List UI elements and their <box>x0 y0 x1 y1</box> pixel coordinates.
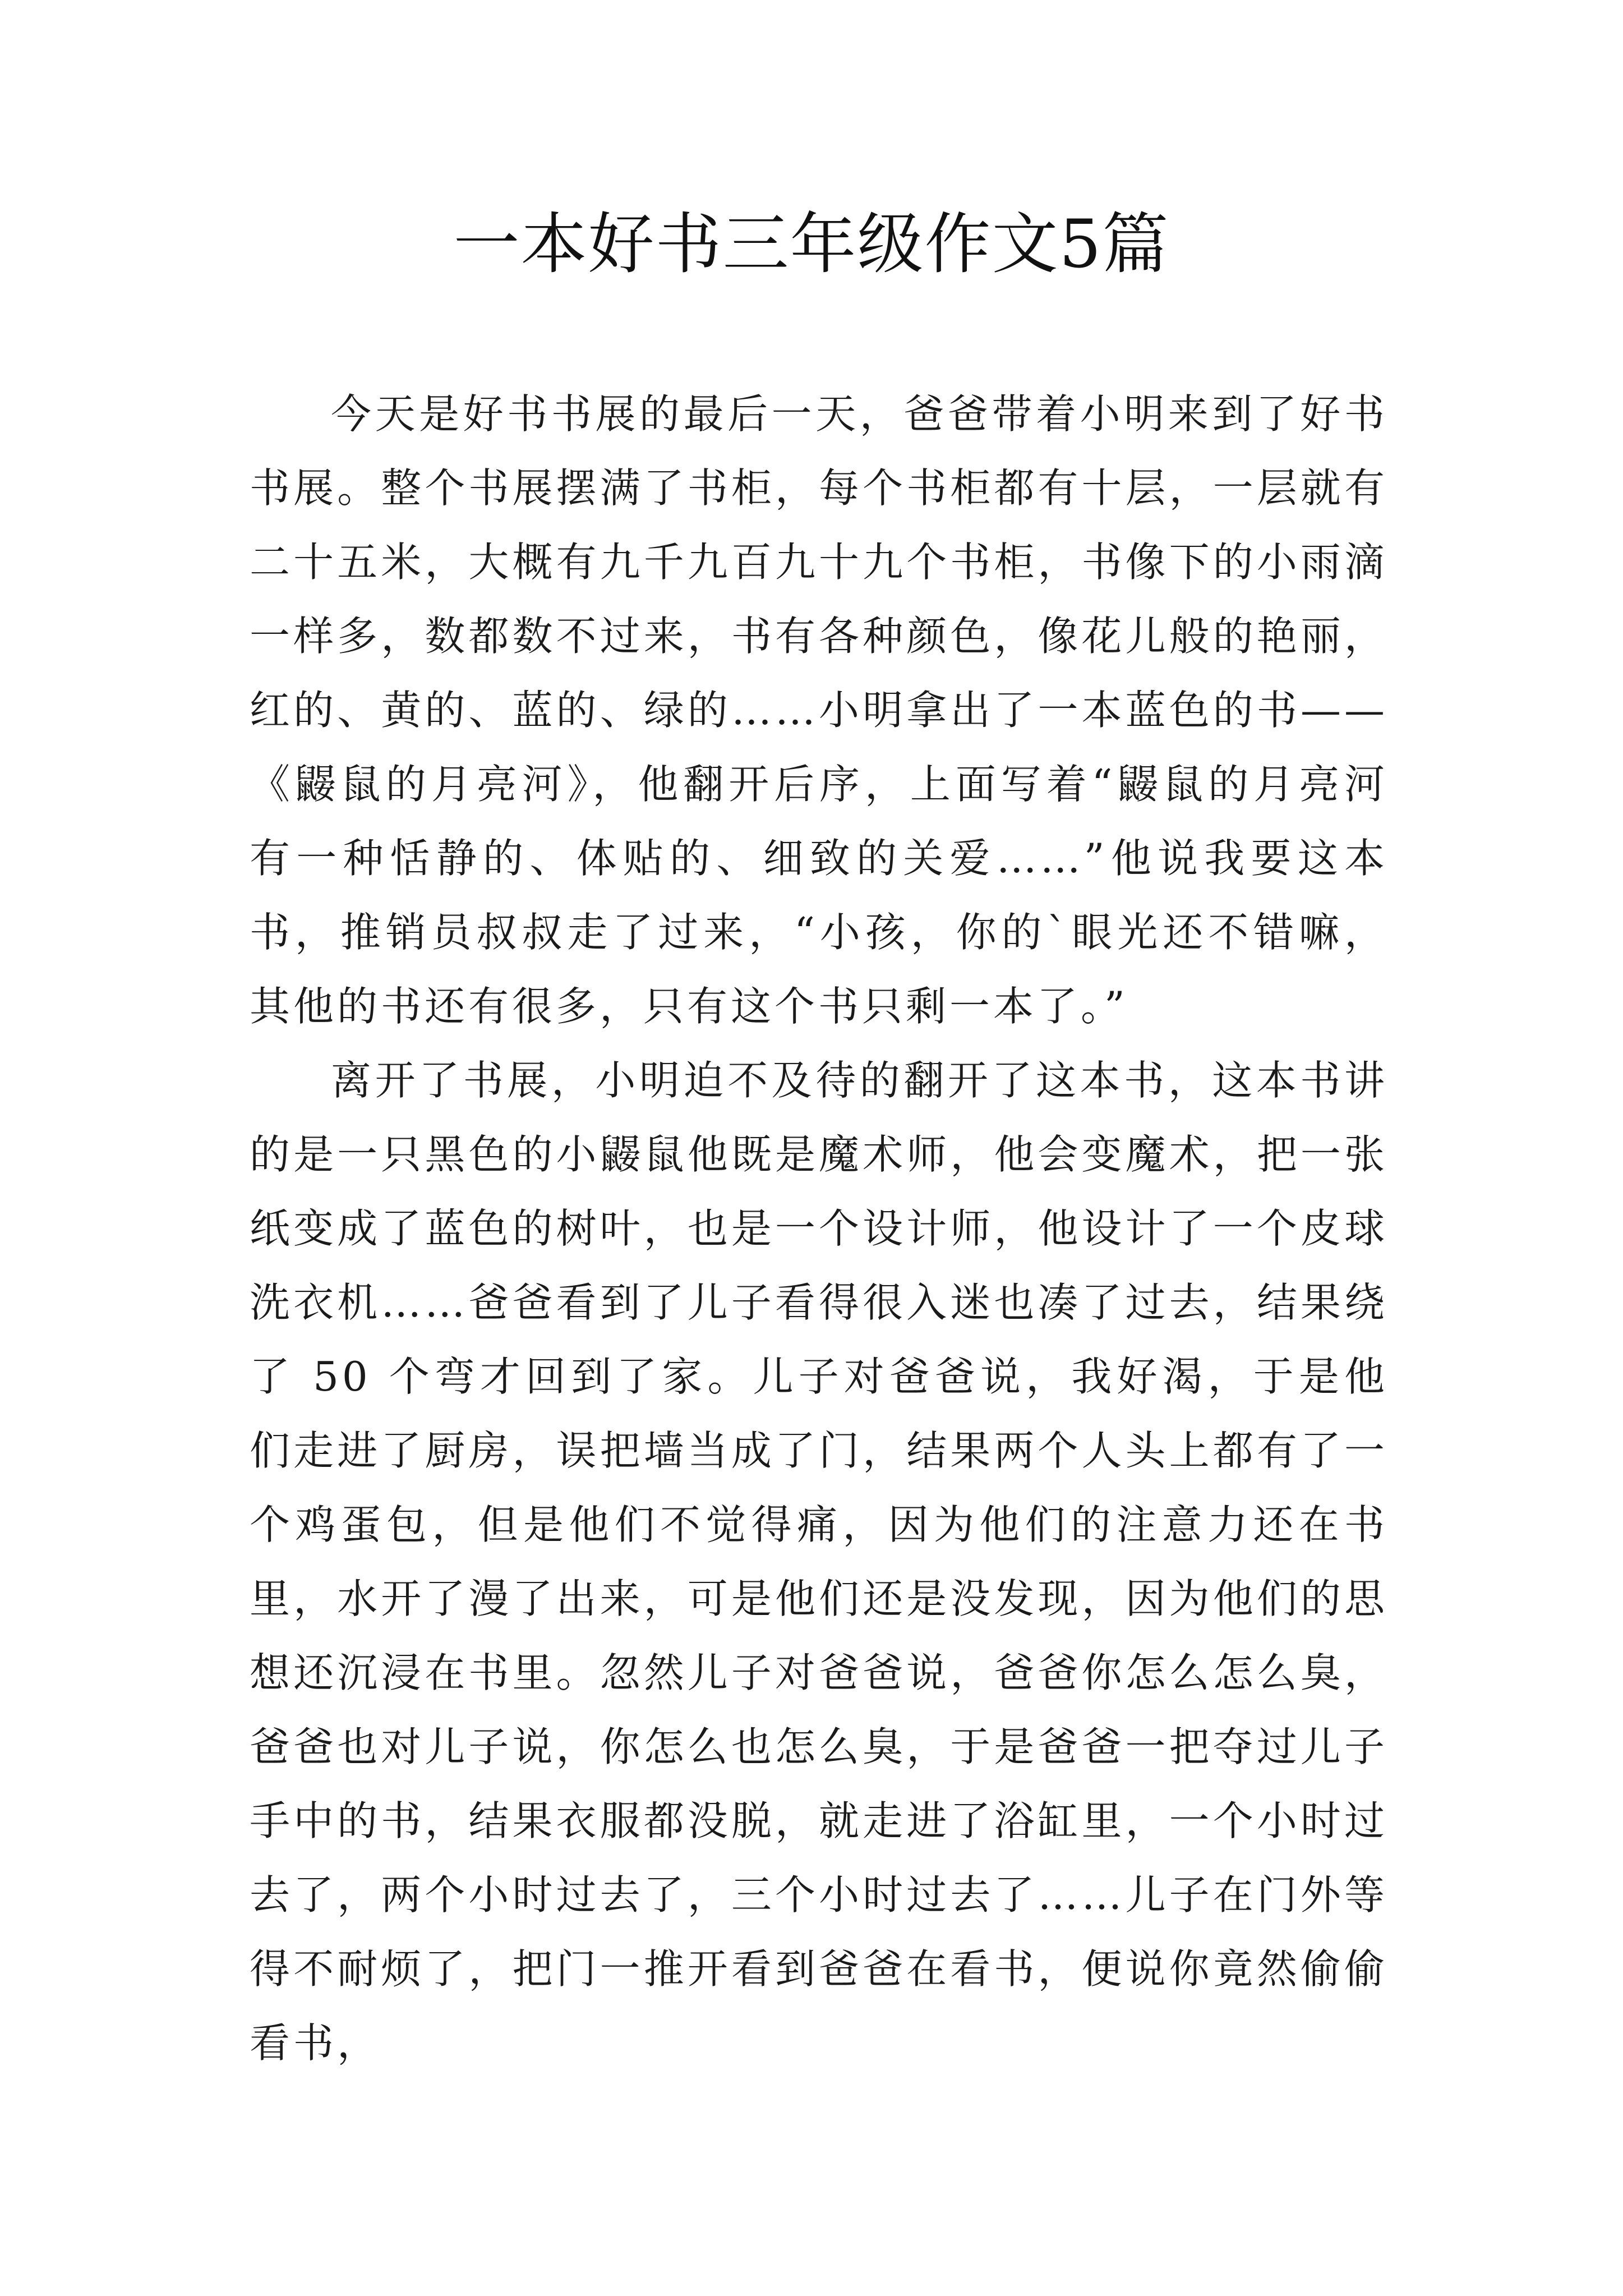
document-body <box>250 377 1388 2080</box>
document-title: 一本好书三年级作文5篇 <box>453 205 1170 283</box>
paragraph-2: 离开了书展，小明迫不及待的翻开了这本书，这本书讲的是一只黑色的小鼹鼠他既是魔术师，他会变魔术，把一张纸变成了蓝色的树叶，也是一个设计师，他设计了一个皮球洗衣机……爸爸看到了儿子看得很入迷也凑了过去，结果绕了 50 个弯才回到了家。儿子对爸爸说，我好渴，于是他们走进了厨房，误把墙当成了门，结果两个人头上都有了一个鸡蛋包，但是他们不觉得痛，因为他们的注意力还在书里，水开了漫了出来，可是他们还是没发现，因为他们的思想还沉浸在书里。忽然儿子对爸爸说，爸爸你怎么怎么臭，爸爸也对儿子说，你怎么也怎么臭，于是爸爸一把夺过儿子手中的书，结果衣服都没脱，就走进了浴缸里，一个小时过去了，两个小时过去了，三个小时过去了……儿子在门外等得不耐烦了，把门一推开看到爸爸在看书，便说你竟然偷偷看书， <box>250 1057 1388 2067</box>
paragraph-1: 今天是好书书展的最后一天，爸爸带着小明来到了好书书展。整个书展摆满了书柜，每个书柜都有十层，一层就有二十五米，大概有九千九百九十九个书柜，书像下的小雨滴一样多，数都数不过来，书有各种颜色，像花儿般的艳丽，红的、黄的、蓝的、绿的……小明拿出了一本蓝色的书——《鼹鼠的月亮河》，他翻开后序，上面写着“鼹鼠的月亮河有一种恬静的、体贴的、细致的关爱……”他说我要这本书，推销员叔叔走了过来，“小孩，你的`眼光还不错嘛，其他的书还有很多，只有这个书只剩一本了。” <box>250 390 1388 1030</box>
